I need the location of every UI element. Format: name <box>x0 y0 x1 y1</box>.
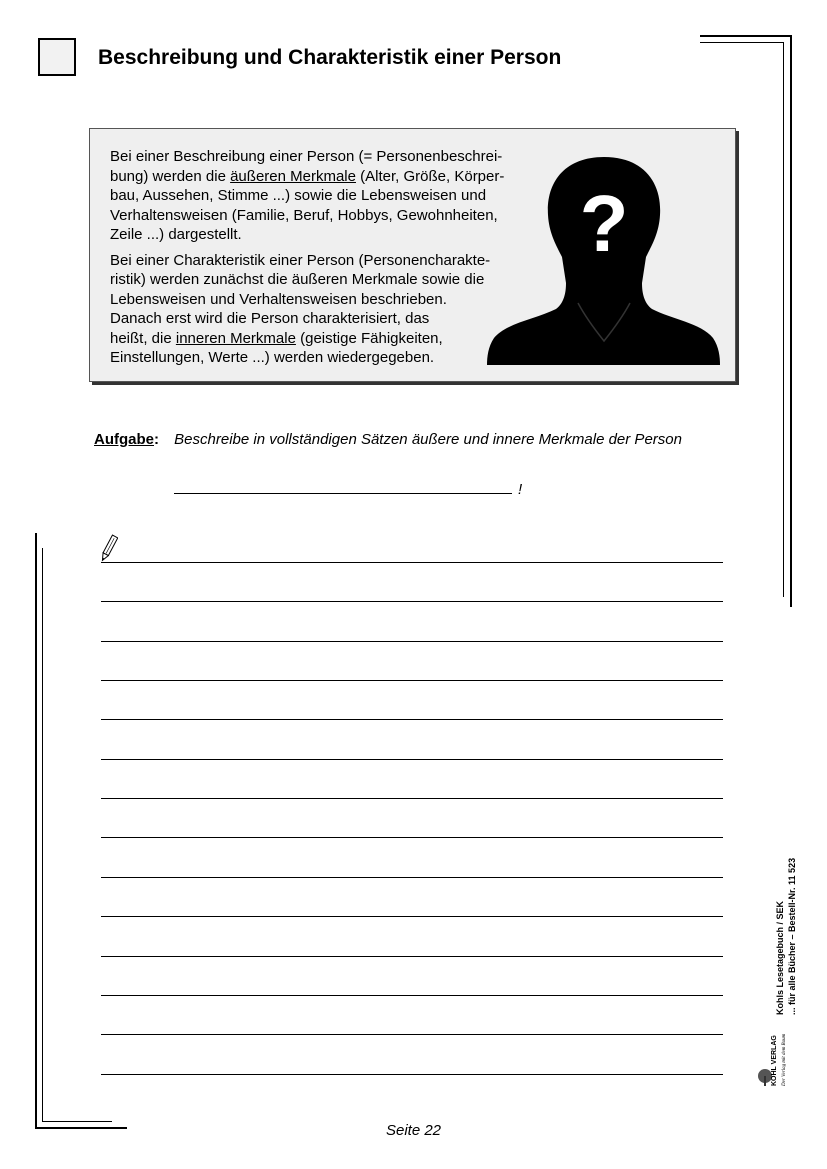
writing-line[interactable] <box>101 680 723 681</box>
publisher-sidebar <box>774 835 802 1015</box>
person-name-field[interactable]: ! <box>174 477 522 498</box>
info-paragraph-1: Bei einer Beschreibung einer Person (= Personenbeschrei- bung) werden die äußeren Merkmale (Alter, Größe, Körper- bau, Aussehen, Stimme ...) sowie die Lebensweisen und Verhaltensweisen (Familie, Beruf, Hobbys, Gewohnheiten, Zeile ...) dargestellt. <box>110 148 505 243</box>
keyword-inner-features: inneren Merkmale <box>175 329 296 347</box>
frame-right-vertical-2 <box>783 42 784 597</box>
writing-line[interactable] <box>101 877 723 878</box>
writing-line[interactable] <box>101 837 723 838</box>
publisher-slogan: Der Verlag mit dem Baum <box>782 1033 787 1086</box>
person-name-blank[interactable] <box>174 477 512 494</box>
keyword-outer-features: äußeren Merkmale <box>230 167 356 185</box>
page-number: Seite 22 <box>385 1122 442 1139</box>
person-silhouette-icon <box>486 153 722 367</box>
task-label: Aufgabe <box>94 431 154 448</box>
frame-left-vertical-2 <box>42 548 43 1122</box>
sidebar-line-1: Kohls Lesetagebuch / SEK <box>775 900 785 1015</box>
pencil-icon <box>100 533 118 563</box>
frame-top-right-horizontal-2 <box>700 42 784 43</box>
frame-top-right-horizontal-1 <box>700 35 792 37</box>
task-text: Beschreibe in vollständigen Sätzen äußere und innere Merkmale der Person <box>174 431 682 448</box>
writing-line[interactable] <box>101 1074 723 1075</box>
question-mark: ? <box>579 179 629 268</box>
writing-line[interactable] <box>101 995 723 996</box>
publisher-logo <box>756 1030 796 1088</box>
writing-line[interactable] <box>101 1034 723 1035</box>
writing-line[interactable] <box>101 916 723 917</box>
task-checkbox[interactable] <box>38 38 76 76</box>
writing-line[interactable] <box>101 641 723 642</box>
writing-line[interactable] <box>101 956 723 957</box>
task-instruction: Aufgabe: Beschreibe in vollständigen Sätzen äußere und innere Merkmale der Person <box>94 431 682 448</box>
writing-line[interactable] <box>101 798 723 799</box>
page-title: Beschreibung und Charakteristik einer Person <box>98 46 562 69</box>
writing-line[interactable] <box>101 562 723 563</box>
writing-line[interactable] <box>101 719 723 720</box>
sidebar-line-2: ... für alle Bücher – Bestell-Nr. 11 523 <box>787 857 797 1015</box>
info-text <box>110 147 540 374</box>
frame-left-vertical-1 <box>35 533 37 1129</box>
writing-line[interactable] <box>101 759 723 760</box>
info-paragraph-2: Bei einer Charakteristik einer Person (Personencharakte- ristik) werden zunächst die äußeren Merkmale sowie die Lebensweisen und Verhaltensweisen beschrieben. Danach erst wird die Person charakterisiert, das heißt, die inneren Merkmale (geistige Fähigkeiten, Einstellungen, Werte ...) werden wiedergegeben. <box>110 251 491 366</box>
writing-line[interactable] <box>101 601 723 602</box>
frame-right-vertical-1 <box>790 35 792 607</box>
info-box <box>89 128 736 382</box>
publisher-name: KOHL VERLAG <box>771 1035 778 1086</box>
